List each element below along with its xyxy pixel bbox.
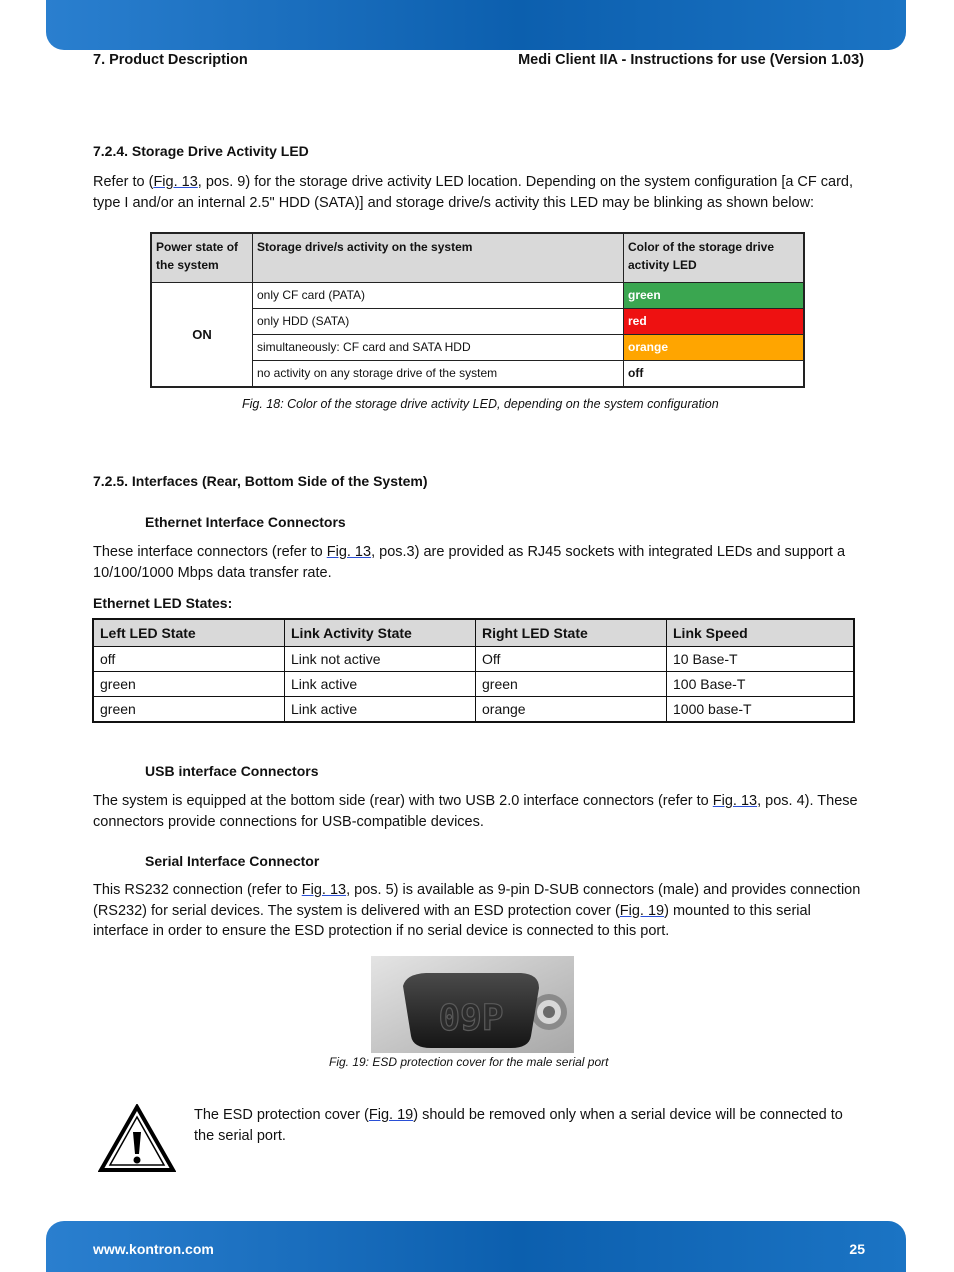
table-header: Right LED State xyxy=(476,619,667,647)
table-header: Storage drive/s activity on the system xyxy=(253,233,624,283)
header-section: 7. Product Description xyxy=(93,52,248,68)
esd-cover-photo xyxy=(371,956,574,1053)
table-row xyxy=(151,283,804,309)
table-cell: 10 Base-T xyxy=(667,647,855,672)
led-color-cell: green xyxy=(624,283,805,309)
table-header: Link Speed xyxy=(667,619,855,647)
link-fig13[interactable]: Fig. 13 xyxy=(326,544,372,560)
table-cell: green xyxy=(93,672,285,697)
fig18-caption: Fig. 18: Color of the storage drive activity LED, depending on the system configuration xyxy=(242,397,719,411)
warning-text: The ESD protection cover (Fig. 19) should be removed only when a serial device will be connected to the serial port. xyxy=(194,1107,843,1144)
table-row xyxy=(93,672,854,697)
ethernet-led-states-label: Ethernet LED States: xyxy=(93,595,233,611)
heading-interfaces: 7.2.5. Interfaces (Rear, Bottom Side of the System) xyxy=(93,473,428,489)
activity-cell: simultaneously: CF card and SATA HDD xyxy=(253,335,624,361)
serial-paragraph: This RS232 connection (refer to Fig. 13, pos. 5) is available as 9-pin D-SUB connectors (male) and provides connection (RS232) for serial devices. The system is delivered with an ESD protection cover (Fig. 19) mounted to this serial interface in order to ensure the ESD protection if no serial device is connected to this port. xyxy=(93,882,861,939)
link-fig13[interactable]: Fig. 13 xyxy=(301,882,347,898)
heading-usb: USB interface Connectors xyxy=(145,763,319,779)
led-color-cell: red xyxy=(624,309,805,335)
footer-url[interactable]: www.kontron.com xyxy=(93,1241,214,1257)
table-cell: Link not active xyxy=(285,647,476,672)
table-row xyxy=(93,697,854,723)
heading-storage-led: 7.2.4. Storage Drive Activity LED xyxy=(93,143,309,159)
led-color-cell: orange xyxy=(624,335,805,361)
table-cell: 1000 base-T xyxy=(667,697,855,723)
table-cell: off xyxy=(93,647,285,672)
led-color-cell: off xyxy=(624,361,805,388)
warning-triangle-icon xyxy=(98,1104,176,1174)
table-header: Link Activity State xyxy=(285,619,476,647)
cover-imprint: 09P xyxy=(438,998,504,1039)
power-state-cell: ON xyxy=(151,283,253,388)
link-fig13[interactable]: Fig. 13 xyxy=(153,174,198,190)
table-header: Power state of the system xyxy=(151,233,253,283)
table-cell: Off xyxy=(476,647,667,672)
table-cell: orange xyxy=(476,697,667,723)
storage-led-paragraph: Refer to (Fig. 13, pos. 9) for the storage drive activity LED location. Depending on the system configuration [a CF card, type I and/or an internal 2.5" HDD (SATA)] and storage drive/s activity this LED may be blinking as shown below: xyxy=(93,174,854,211)
usb-paragraph: The system is equipped at the bottom side (rear) with two USB 2.0 interface connectors (refer to Fig. 13, pos. 4). These connectors provide connections for USB-compatible devices. xyxy=(93,793,858,830)
ethernet-led-table xyxy=(92,618,855,723)
table-cell: green xyxy=(93,697,285,723)
link-fig19[interactable]: Fig. 19 xyxy=(619,902,665,919)
header-doc-title: Medi Client IIA - Instructions for use (Version 1.03) xyxy=(518,52,864,68)
link-fig19[interactable]: Fig. 19 xyxy=(368,1107,414,1123)
activity-cell: only CF card (PATA) xyxy=(253,283,624,309)
link-fig13[interactable]: Fig. 13 xyxy=(712,793,758,809)
table-cell: Link active xyxy=(285,672,476,697)
fig19-caption: Fig. 19: ESD protection cover for the male serial port xyxy=(329,1055,609,1069)
footer-bar xyxy=(46,1221,906,1272)
table-row xyxy=(93,647,854,672)
activity-cell: only HDD (SATA) xyxy=(253,309,624,335)
page-number: 25 xyxy=(849,1241,865,1257)
table-cell: green xyxy=(476,672,667,697)
activity-cell: no activity on any storage drive of the system xyxy=(253,361,624,388)
storage-led-table xyxy=(150,232,805,388)
table-cell: 100 Base-T xyxy=(667,672,855,697)
table-header: Color of the storage drive activity LED xyxy=(624,233,805,283)
heading-ethernet: Ethernet Interface Connectors xyxy=(145,514,346,530)
heading-serial: Serial Interface Connector xyxy=(145,853,320,869)
ethernet-paragraph: These interface connectors (refer to Fig. 13, pos.3) are provided as RJ45 sockets with integrated LEDs and support a 10/100/1000 Mbps data transfer rate. xyxy=(93,544,846,581)
header-bar xyxy=(46,0,906,50)
table-cell: Link active xyxy=(285,697,476,723)
table-header: Left LED State xyxy=(93,619,285,647)
